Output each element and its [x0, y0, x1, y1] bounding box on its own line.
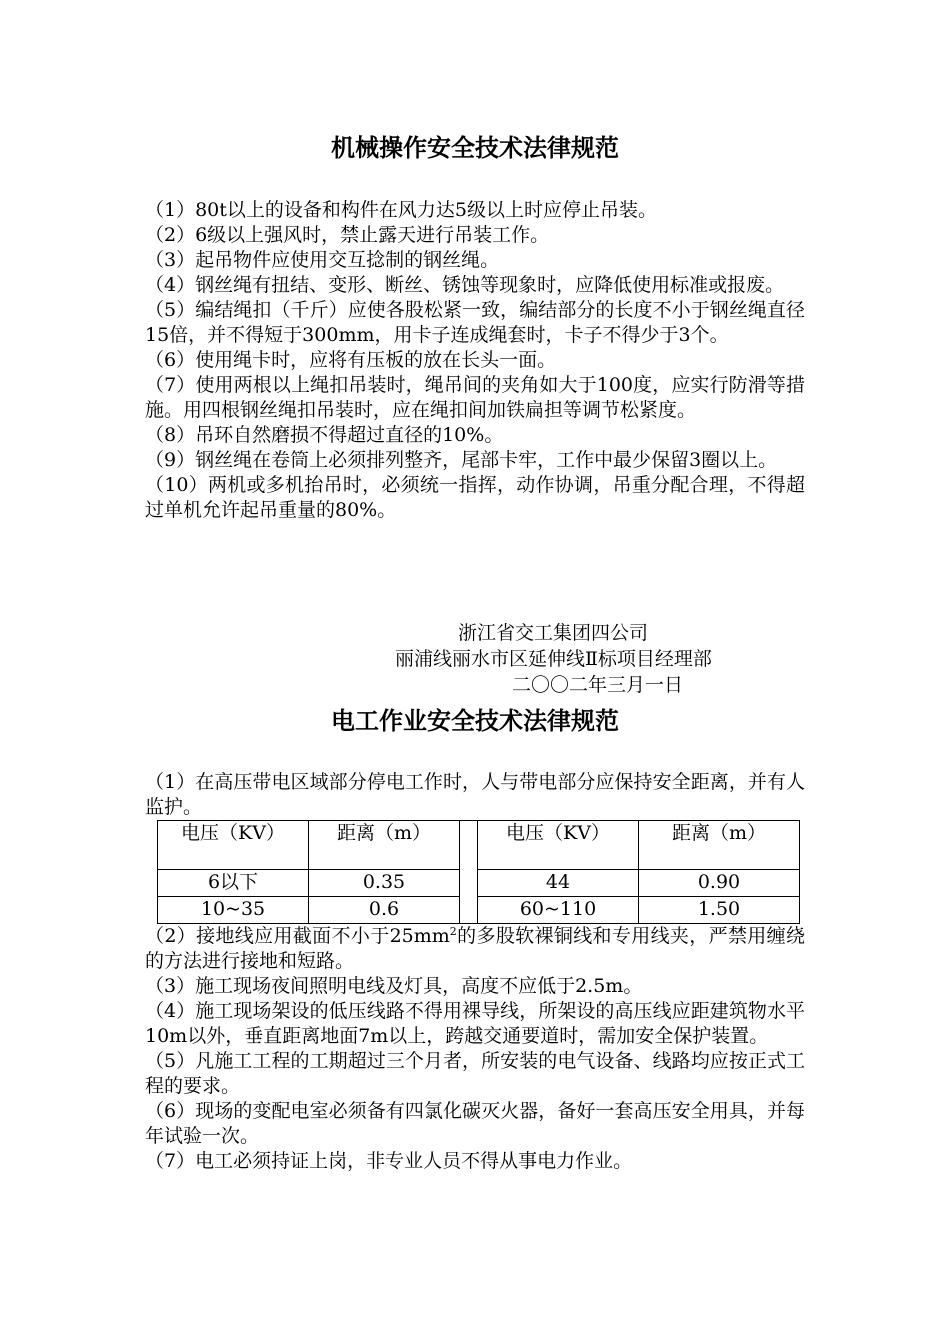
doc2-item-1: （1）在高压带电区域部分停电工作时，人与带电部分应保持安全距离，并有人监护。 — [145, 771, 805, 818]
doc1-signature — [145, 620, 805, 698]
table-cell: 60~110 — [478, 897, 639, 924]
doc1-item-2: （2）6级以上强风时，禁止露天进行吊装工作。 — [145, 224, 550, 246]
voltage-distance-table — [157, 820, 800, 924]
doc1-items — [145, 198, 805, 523]
doc1-title: 机械操作安全技术法律规范 — [331, 133, 619, 162]
signature-date: 二〇〇二年三月一日 — [512, 674, 684, 696]
doc1-item-7: （7）使用两根以上绳扣吊装时，绳吊间的夹角如大于100度，应实行防滑等措施。用四根钢丝绳扣吊装时，应在绳扣间加铁扁担等调节松紧度。 — [145, 374, 805, 421]
table-cell: 0.6 — [309, 897, 460, 924]
doc1-item-5: （5）编结绳扣（千斤）应使各股松紧一致，编结部分的长度不小于钢丝绳直径15倍，并不得短于300mm，用卡子连成绳套时，卡子不得少于3个。 — [145, 299, 805, 346]
table-cell: 0.90 — [639, 870, 800, 897]
signature-company: 浙江省交工集团四公司 — [458, 622, 649, 644]
doc2-item-2 — [145, 924, 805, 974]
doc2-item-2-text-a: （2）接地线应用截面不小于25mm — [145, 925, 450, 947]
table-cell: 0.35 — [309, 870, 460, 897]
table-header-cell: 电压（KV） — [158, 821, 309, 870]
doc2-title: 电工作业安全技术法律规范 — [331, 706, 619, 735]
doc1-item-1: （1）80t以上的设备和构件在风力达5级以上时应停止吊装。 — [145, 199, 657, 221]
table-cell: 1.50 — [639, 897, 800, 924]
doc2-item-7: （7）电工必须持证上岗，非专业人员不得从事电力作业。 — [145, 1150, 633, 1172]
doc2-item-6: （6）现场的变配电室必须备有四氯化碳灭火器，备好一套高压安全用具，并每年试验一次。 — [145, 1100, 805, 1147]
doc2-item-5: （5）凡施工工程的工期超过三个月者，所安装的电气设备、线路均应按正式工程的要求。 — [145, 1050, 805, 1097]
signature-department: 丽浦线丽水市区延伸线Ⅱ标项目经理部 — [395, 648, 712, 670]
doc1-item-3: （3）起吊物件应使用交互捻制的钢丝绳。 — [145, 249, 500, 271]
table-row — [158, 897, 800, 924]
table-row — [158, 870, 800, 897]
doc2-items — [145, 770, 805, 1174]
doc1-item-9: （9）钢丝绳在卷筒上必须排列整齐，尾部卡牢，工作中最少保留3圈以上。 — [145, 449, 778, 471]
table-cell: 6以下 — [158, 870, 309, 897]
doc2-item-2-text-b: 的多股软裸铜线和专用线夹，严禁用缠绕的方法进行接地和短路。 — [145, 925, 805, 972]
table-header-cell: 距离（m） — [309, 821, 460, 870]
table-header-cell: 距离（m） — [639, 821, 800, 870]
table-gap-cell — [460, 821, 478, 924]
table-header-row — [158, 821, 800, 870]
doc1-item-10: （10）两机或多机抬吊时，必须统一指挥，动作协调，吊重分配合理，不得超过单机允许起吊重量的80%。 — [145, 474, 805, 521]
doc2-item-3: （3）施工现场夜间照明电线及灯具，高度不应低于2.5m。 — [145, 975, 643, 997]
doc1-item-6: （6）使用绳卡时，应将有压板的放在长头一面。 — [145, 349, 557, 371]
doc2-item-4: （4）施工现场架设的低压线路不得用裸导线，所架设的高压线应距建筑物水平10m以外，垂直距离地面7m以上，跨越交通要道时，需加安全保护装置。 — [145, 1000, 805, 1047]
table-header-cell: 电压（KV） — [478, 821, 639, 870]
table-cell: 44 — [478, 870, 639, 897]
table-cell: 10~35 — [158, 897, 309, 924]
doc1-item-4: （4）钢丝绳有扭结、变形、断丝、锈蚀等现象时，应降低使用标准或报废。 — [145, 274, 785, 296]
superscript-2: 2 — [449, 925, 457, 938]
doc1-item-8: （8）吊环自然磨损不得超过直径的10%。 — [145, 424, 504, 446]
